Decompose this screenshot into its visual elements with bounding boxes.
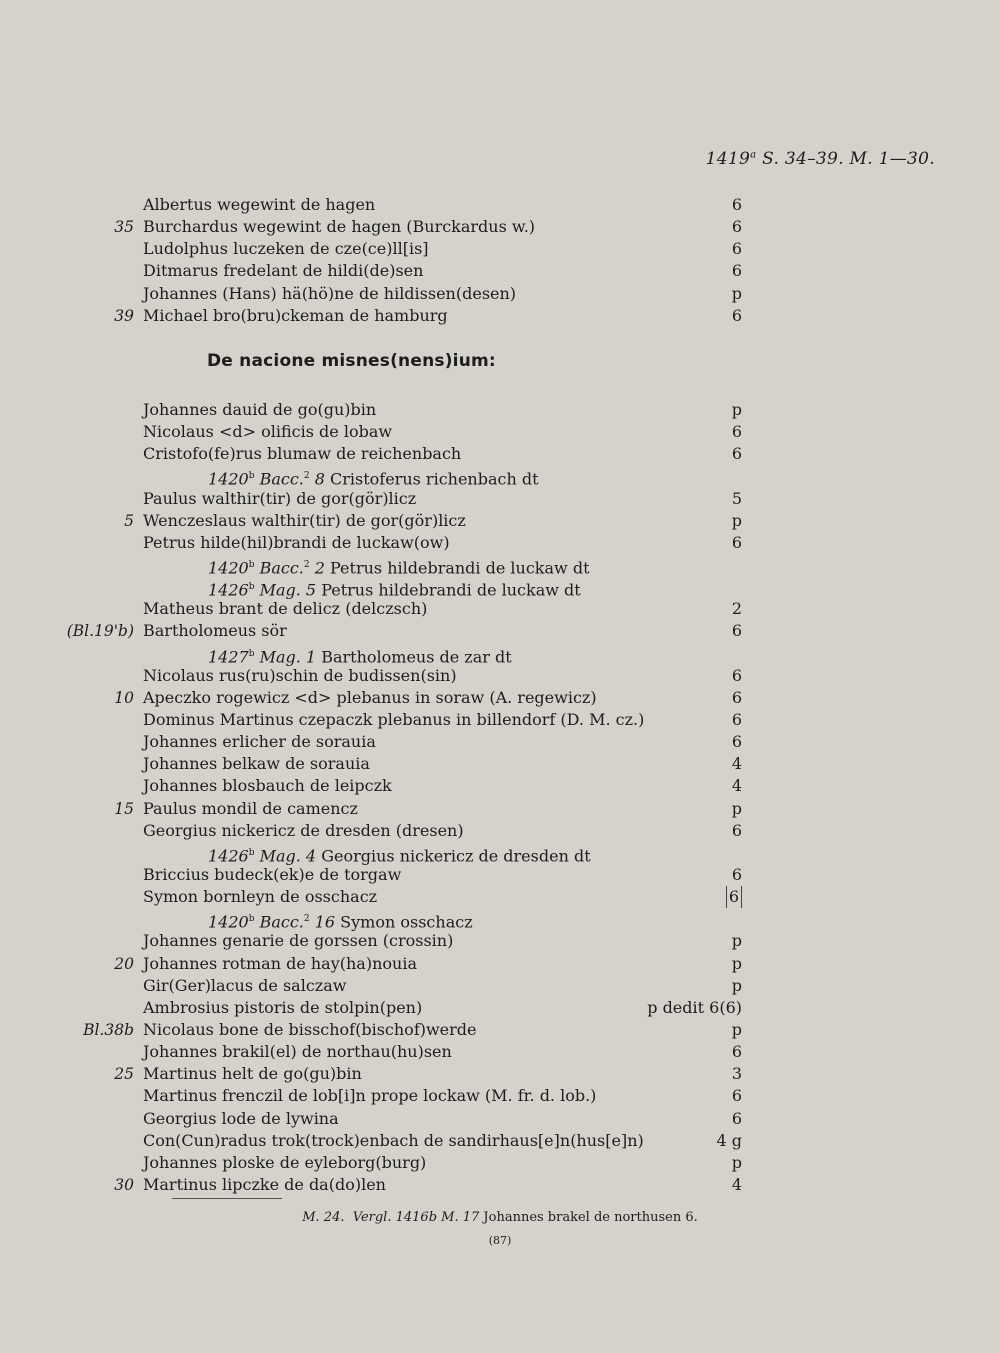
- entry-fee: p: [731, 931, 742, 951]
- entry-fee: p: [731, 975, 742, 995]
- entry-name: Ludolphus luczeken de cze(ce)ll[is]: [143, 239, 429, 259]
- entry-name: Johannes dauid de go(gu)bin: [143, 400, 377, 419]
- note-number: 5: [305, 580, 317, 600]
- table-row: [0, 709, 1000, 731]
- entry-name: Briccius budeck(ek)e de torgaw: [143, 864, 402, 884]
- table-row: [0, 975, 1000, 997]
- table-row: [0, 216, 1000, 238]
- entry-fee: 6: [731, 732, 742, 752]
- entry-fee: p: [731, 510, 742, 530]
- entry-fee: 4: [731, 754, 742, 774]
- note-year-sup: b: [248, 582, 255, 593]
- table-row: [0, 620, 1000, 642]
- table-row: [0, 443, 1000, 465]
- entry-fee: 6: [731, 621, 742, 641]
- entry-fee: 6: [731, 217, 742, 237]
- entry-fee: 6: [731, 239, 742, 259]
- table-row: [0, 1130, 1000, 1152]
- note-text: Petrus hildebrandi de luckaw dt: [330, 558, 590, 578]
- entry-name: Bartholomeus sör: [143, 621, 287, 641]
- note-year: 1426: [208, 846, 249, 866]
- entry-name: Martinus frenczil de lob[i]n prope lockaw (M. fr. d. lob.): [143, 1086, 597, 1106]
- note-year-sup: b: [248, 847, 255, 858]
- entry-name: Johannes brakil(el) de northau(hu)sen: [143, 1042, 452, 1062]
- table-row: [0, 1019, 1000, 1041]
- entry-name: Johannes genarie de gorssen (crossin): [143, 931, 454, 951]
- entry-name: Wenczeslaus walthir(tir) de gor(gör)licz: [143, 510, 466, 530]
- margin-mark: 25: [114, 1065, 134, 1084]
- entry-name: Johannes (Hans) hä(hö)ne de hildissen(desen): [143, 283, 517, 303]
- entry-fee: 2: [731, 599, 742, 619]
- entry-name: Paulus walthir(tir) de gor(gör)licz: [143, 488, 417, 508]
- margin-mark: 35: [114, 218, 134, 237]
- note-number: 1: [305, 646, 317, 666]
- table-row: [0, 687, 1000, 709]
- entry-fee: 3: [731, 1064, 742, 1084]
- note-degree-sup: 2: [303, 559, 310, 570]
- table-row: [0, 305, 1000, 327]
- entry-fee: p: [731, 1152, 742, 1172]
- footnote-rule: [172, 1198, 282, 1199]
- table-row: [0, 1041, 1000, 1063]
- note-year-sup: b: [248, 559, 255, 570]
- margin-mark: 10: [114, 688, 134, 707]
- footnote-text: Johannes brakel de northusen 6.: [483, 1210, 698, 1225]
- entry-fee: 4 g: [716, 1130, 742, 1150]
- note-year-sup: b: [248, 914, 255, 925]
- note-year: 1427: [208, 646, 249, 666]
- note-year: 1426: [208, 580, 249, 600]
- table-row: [0, 930, 1000, 952]
- table-row: [0, 997, 1000, 1019]
- note-text: Georgius nickericz de dresden dt: [321, 846, 591, 866]
- table-row: [0, 488, 1000, 510]
- table-row: [0, 1174, 1000, 1196]
- entry-fee: 6: [731, 532, 742, 552]
- footnote-vergl: Vergl.: [352, 1210, 392, 1225]
- note-degree: Bacc.: [259, 912, 304, 932]
- entry-fee: 4: [731, 1174, 742, 1194]
- entry-fee: 6: [731, 687, 742, 707]
- entry-fee: 6: [731, 305, 742, 325]
- entry-name: Johannes blosbauch de leipczk: [143, 776, 392, 796]
- page-number: (87): [488, 1234, 512, 1247]
- note-degree-sup: 2: [303, 914, 310, 925]
- entry-name: Nicolaus <d> olificis de lobaw: [143, 422, 393, 442]
- entries-top-block: [0, 194, 1000, 327]
- note-degree: Bacc.: [259, 469, 304, 489]
- entry-name: Ambrosius pistoris de stolpin(pen): [143, 997, 423, 1017]
- entry-fee: 6: [731, 709, 742, 729]
- margin-mark: (Bl.19'b): [66, 622, 134, 641]
- entry-fee: 6: [731, 422, 742, 442]
- table-row: [0, 399, 1000, 421]
- entry-name: Cristofo(fe)rus blumaw de reichenbach: [143, 444, 462, 464]
- table-row: [0, 1063, 1000, 1085]
- entry-name: Martinus helt de go(gu)bin: [143, 1064, 362, 1084]
- entry-fee: p: [731, 953, 742, 973]
- entry-name: Dominus Martinus czepaczk plebanus in billendorf (D. M. cz.): [143, 709, 645, 729]
- entry-name: Johannes ploske de eyleborg(burg): [143, 1152, 427, 1172]
- entry-name: Nicolaus rus(ru)schin de budissen(sin): [143, 665, 457, 685]
- margin-mark: 39: [114, 306, 134, 325]
- note-year: 1420: [208, 912, 249, 932]
- table-row: [0, 260, 1000, 282]
- running-head: [600, 149, 935, 169]
- running-head-year: 1419: [705, 149, 751, 169]
- table-row: [0, 576, 1000, 598]
- table-row: [0, 643, 1000, 665]
- table-row: [0, 421, 1000, 443]
- margin-mark: 20: [114, 954, 134, 973]
- entry-name: Symon bornleyn de osschacz: [143, 887, 378, 907]
- entry-name: Johannes rotman de hay(ha)nouia: [143, 953, 417, 973]
- note-degree: Mag.: [259, 646, 301, 666]
- table-row: [0, 554, 1000, 576]
- entry-fee: 5: [731, 488, 742, 508]
- entry-name: Matheus brant de delicz (delczsch): [143, 599, 428, 619]
- entry-fee: 6: [731, 820, 742, 840]
- margin-mark: 30: [114, 1175, 134, 1194]
- entry-name: Martinus lipczke de da(do)len: [143, 1174, 386, 1194]
- entry-fee: p dedit 6(6): [647, 997, 742, 1017]
- table-row: [0, 842, 1000, 864]
- table-row: [0, 665, 1000, 687]
- entry-fee: 6: [731, 1042, 742, 1062]
- entry-name: Michael bro(bru)ckeman de hamburg: [143, 305, 448, 325]
- entry-name: Georgius nickericz de dresden (dresen): [143, 820, 464, 840]
- note-number: 4: [305, 846, 317, 866]
- table-row: [0, 532, 1000, 554]
- entry-fee: p: [731, 798, 742, 818]
- note-year: 1420: [208, 558, 249, 578]
- running-head-rest: S. 34–39. M. 1—30.: [756, 149, 935, 169]
- entry-fee: p: [731, 1019, 742, 1039]
- entry-fee: 6: [731, 261, 742, 281]
- entry-name: Burchardus wegewint de hagen (Burckardus w.): [143, 217, 536, 237]
- section-heading: De nacione misnes(nens)ium:: [207, 351, 496, 371]
- entry-name: Georgius lode de lywina: [143, 1108, 339, 1128]
- entry-name: Petrus hilde(hil)brandi de luckaw(ow): [143, 532, 450, 552]
- note-text: Bartholomeus de zar dt: [321, 646, 512, 666]
- note-year: 1420: [208, 469, 249, 489]
- entry-fee: 6: [731, 1108, 742, 1128]
- table-row: [0, 1085, 1000, 1107]
- entry-fee: 4: [731, 776, 742, 796]
- footnote-cite: 1416b M. 17: [395, 1210, 480, 1225]
- running-head-sup: a: [750, 149, 757, 161]
- table-row: [0, 238, 1000, 260]
- note-degree: Mag.: [259, 580, 301, 600]
- note-degree: Bacc.: [259, 558, 304, 578]
- entry-fee: 6: [731, 665, 742, 685]
- entry-name: Apeczko rogewicz <d> plebanus in soraw (A. regewicz): [143, 687, 597, 707]
- entry-fee: 6: [726, 886, 742, 908]
- entry-name: Albertus wegewint de hagen: [143, 195, 376, 214]
- entry-fee: 6: [731, 1086, 742, 1106]
- note-degree-sup: 2: [303, 471, 310, 482]
- entry-fee: p: [731, 400, 742, 419]
- footnote-ref: M. 24.: [302, 1210, 345, 1225]
- table-row: [0, 820, 1000, 842]
- entry-name: Paulus mondil de camencz: [143, 798, 358, 818]
- table-row: [0, 1108, 1000, 1130]
- table-row: [0, 510, 1000, 532]
- table-row: [0, 194, 1000, 216]
- footnote: [0, 1210, 1000, 1225]
- note-text: Petrus hildebrandi de luckaw dt: [321, 580, 581, 600]
- table-row: [0, 775, 1000, 797]
- table-row: [0, 1152, 1000, 1174]
- entry-name: Nicolaus bone de bisschof(bischof)werde: [143, 1019, 477, 1039]
- entry-name: Gir(Ger)lacus de salczaw: [143, 975, 347, 995]
- table-row: [0, 283, 1000, 305]
- entry-fee: p: [731, 283, 742, 303]
- note-year-sup: b: [248, 471, 255, 482]
- entry-fee: 6: [731, 444, 742, 464]
- entry-fee: 6: [731, 864, 742, 884]
- entry-fee: 6: [731, 195, 742, 214]
- note-text: Symon osschacz: [340, 912, 473, 932]
- entries-main-block: [0, 399, 1000, 1196]
- table-row: [0, 864, 1000, 886]
- entry-name: Con(Cun)radus trok(trock)enbach de sandirhaus[e]n(hus[e]n): [143, 1130, 644, 1150]
- margin-mark: 15: [114, 799, 134, 818]
- note-number: 2: [314, 558, 325, 578]
- margin-mark: Bl.38b: [83, 1020, 134, 1039]
- table-row: [0, 953, 1000, 975]
- entry-name: Johannes belkaw de sorauia: [143, 754, 370, 774]
- note-number: 8: [314, 469, 325, 489]
- entry-name: Ditmarus fredelant de hildi(de)sen: [143, 261, 424, 281]
- note-number: 16: [314, 912, 336, 932]
- table-row: [0, 598, 1000, 620]
- note-text: Cristoferus richenbach dt: [330, 469, 539, 489]
- table-row: [0, 886, 1000, 908]
- table-row: [0, 908, 1000, 930]
- note-degree: Mag.: [259, 846, 301, 866]
- table-row: [0, 753, 1000, 775]
- entry-name: Johannes erlicher de sorauia: [143, 732, 376, 752]
- table-row: [0, 465, 1000, 487]
- table-row: [0, 731, 1000, 753]
- table-row: [0, 798, 1000, 820]
- margin-mark: 5: [124, 511, 134, 530]
- note-year-sup: b: [248, 648, 255, 659]
